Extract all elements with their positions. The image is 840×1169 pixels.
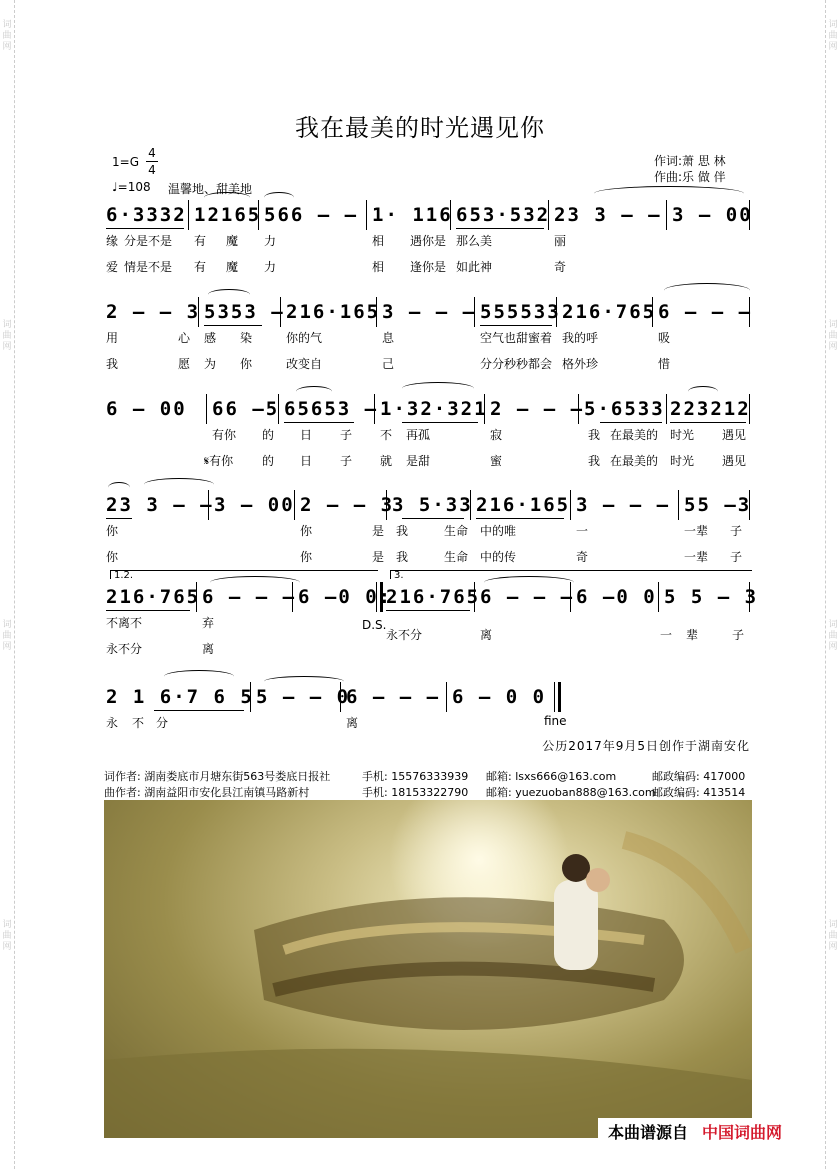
measure xyxy=(372,198,453,232)
notation-text: 5 – – 0 xyxy=(256,686,351,708)
measure xyxy=(204,295,285,329)
contact-field: 手机: 15576333939 xyxy=(362,770,469,783)
watermark-text: 词曲网 xyxy=(828,20,838,52)
notation-text: 1·32·321 xyxy=(380,398,488,420)
slur xyxy=(144,478,214,491)
contact-field: 词作者: 湖南娄底市月塘东街563号娄底日报社 xyxy=(104,770,331,783)
measure xyxy=(664,580,758,614)
slur xyxy=(484,576,574,589)
barline xyxy=(188,200,189,230)
measure xyxy=(106,392,187,426)
lyric-syllable: 你 xyxy=(106,550,119,564)
lyric-syllable: 时光 xyxy=(670,428,695,442)
barline xyxy=(278,394,279,424)
notation-text: 2 – – – xyxy=(490,398,585,420)
lyric-syllable: 魔 xyxy=(226,234,239,248)
barline xyxy=(658,582,659,612)
watermark-text: 词曲网 xyxy=(828,920,838,952)
lyric-syllable: 在最美的 xyxy=(610,454,659,468)
notation-line xyxy=(104,198,752,232)
lyric-syllable: 是甜 xyxy=(406,454,431,468)
notation-text: 653·532 xyxy=(456,204,551,226)
watermark-text: 词曲网 xyxy=(2,320,12,352)
song-title: 我在最美的时光遇见你 xyxy=(295,114,545,142)
barline xyxy=(749,394,750,424)
notation-text: 3 – 00 xyxy=(214,494,295,516)
notation-text: 2 1 6·7 6 5 xyxy=(106,686,254,708)
barline xyxy=(570,490,571,520)
composer-contact xyxy=(104,784,752,800)
lyric-syllable: 就 xyxy=(380,454,393,468)
measure xyxy=(584,392,665,426)
barline xyxy=(474,297,475,327)
measure xyxy=(658,295,752,329)
lyric-syllable: 𝄋有你 xyxy=(204,454,234,468)
lyric-syllable: 染 xyxy=(240,331,253,345)
contact-field: 曲作者: 湖南益阳市安化县江南镇马路新村 xyxy=(104,786,310,799)
lyric-syllable: 蜜 xyxy=(490,454,503,468)
lyric-syllable: 缘 xyxy=(106,234,119,248)
contact-field: 邮政编码: 413514 xyxy=(652,786,746,799)
measure xyxy=(298,580,392,614)
notation-text: 216·165 xyxy=(476,494,571,516)
lyric-syllable: 你 xyxy=(240,357,253,371)
lyric-syllable: 子 xyxy=(340,454,353,468)
measure xyxy=(284,392,378,426)
slur xyxy=(402,382,474,395)
lyric-syllable: 永不分 xyxy=(106,642,143,656)
lyric-syllable: 吸 xyxy=(658,331,671,345)
notation-text: 66 –5 xyxy=(212,398,280,420)
beam-underline xyxy=(456,228,544,229)
barline xyxy=(484,394,485,424)
barline xyxy=(196,582,197,612)
barline xyxy=(749,297,750,327)
beam-underline xyxy=(402,518,464,519)
photo-illustration xyxy=(104,800,752,1138)
beam-underline xyxy=(386,610,470,611)
contact-field: 邮箱: lsxs666@163.com xyxy=(486,770,617,783)
beam-underline xyxy=(480,325,552,326)
notation-text: 3 – – – xyxy=(382,301,477,323)
measure xyxy=(456,198,550,232)
lyric-syllable: 离 xyxy=(346,716,359,730)
measure xyxy=(562,295,656,329)
notation-text: 6 – 0 0 xyxy=(452,686,547,708)
tempo-marking: ♩=108 xyxy=(112,180,151,194)
barline xyxy=(666,394,667,424)
lyric-syllable: 遇见 xyxy=(722,454,747,468)
barline xyxy=(749,582,750,612)
notation-text: 1· 116 xyxy=(372,204,453,226)
lyric-syllable: D.S. xyxy=(362,618,387,632)
measure xyxy=(380,392,488,426)
barline xyxy=(470,490,471,520)
lyric-line-2 xyxy=(104,258,752,274)
watermark-text: 词曲网 xyxy=(2,20,12,52)
barline xyxy=(749,200,750,230)
beam-underline xyxy=(284,422,354,423)
measure xyxy=(106,295,200,329)
barline xyxy=(652,297,653,327)
lyric-syllable: 不 xyxy=(132,716,145,730)
notation-text: 216·165 xyxy=(286,301,381,323)
lyric-syllable: 改变自 xyxy=(286,357,323,371)
lyric-syllable: 日 xyxy=(300,454,313,468)
lyric-syllable: 力 xyxy=(264,234,277,248)
notation-text: 216·765 xyxy=(386,586,481,608)
measure xyxy=(554,198,662,232)
lyric-syllable: 再孤 xyxy=(406,428,431,442)
meter-bottom: 4 xyxy=(148,163,156,177)
slur xyxy=(264,676,344,687)
lyric-syllable: 惜 xyxy=(658,357,671,371)
lyric-syllable: 你 xyxy=(300,524,313,538)
lyric-syllable: 息 xyxy=(382,331,395,345)
notation-text: 6 – – – xyxy=(346,686,441,708)
lyric-line-1 xyxy=(104,614,752,642)
source-brand[interactable]: 中国词曲网 xyxy=(702,1122,783,1142)
barline xyxy=(556,297,557,327)
notation-text: 216·765 xyxy=(106,586,201,608)
lyric-syllable: 遇你是 xyxy=(410,234,447,248)
barline xyxy=(554,682,555,712)
measure xyxy=(684,488,751,522)
slur xyxy=(208,289,250,300)
beam-underline xyxy=(106,610,190,611)
lyric-syllable: 魔 xyxy=(226,260,239,274)
lyric-syllable: 一辈 xyxy=(684,524,709,538)
measure xyxy=(106,488,214,522)
measure xyxy=(382,295,476,329)
barline xyxy=(386,490,387,520)
lyric-syllable: 用 xyxy=(106,331,119,345)
beam-underline xyxy=(106,518,132,519)
lyric-syllable: 遇见 xyxy=(722,428,747,442)
notation-text: 6·3332 xyxy=(106,204,187,226)
measure xyxy=(286,295,380,329)
lyric-syllable: 一 xyxy=(576,524,589,538)
notation-text: 6 –0 0: xyxy=(298,586,393,608)
measure xyxy=(194,198,261,232)
measure xyxy=(106,580,200,614)
measure xyxy=(392,488,473,522)
beam-underline xyxy=(600,422,662,423)
notation-text: 566 – – xyxy=(264,204,359,226)
lyric-syllable: 感 xyxy=(204,331,217,345)
beam-underline xyxy=(106,228,184,229)
notation-line xyxy=(104,295,752,329)
barline xyxy=(749,490,750,520)
lyric-syllable: 我 xyxy=(396,524,409,538)
barline xyxy=(678,490,679,520)
time-signature xyxy=(146,146,158,177)
lyric-syllable: fine xyxy=(544,714,567,728)
lyric-syllable: 永 xyxy=(106,716,119,730)
barline xyxy=(376,297,377,327)
lyric-syllable: 爱 xyxy=(106,260,119,274)
notation-text: 23 3 – – xyxy=(554,204,662,226)
lyric-syllable: 奇 xyxy=(554,260,567,274)
lyricist-credit: 作词:萧 思 林 xyxy=(654,154,726,168)
lyric-syllable: 奇 xyxy=(576,550,589,564)
notation-text: 65653 – xyxy=(284,398,379,420)
composer-credit: 作曲:乐 做 伴 xyxy=(654,170,726,184)
lyric-syllable: 空气也甜蜜着 xyxy=(480,331,553,345)
notation-text: 2 – – 3 xyxy=(300,494,395,516)
notation-line xyxy=(104,580,759,614)
measure xyxy=(576,488,670,522)
notation-line xyxy=(104,680,752,714)
notation-text: 3 – – – xyxy=(576,494,671,516)
beam-underline xyxy=(670,422,746,423)
lyric-line-2 xyxy=(104,640,752,656)
contact-field: 邮政编码: 417000 xyxy=(652,770,746,783)
measure xyxy=(346,680,440,714)
lyric-syllable: 时光 xyxy=(670,454,695,468)
lyric-syllable: 子 xyxy=(340,428,353,442)
lyric-line-2 xyxy=(104,355,752,371)
source-attribution xyxy=(598,1118,822,1144)
meter-top: 4 xyxy=(148,146,156,160)
measure xyxy=(106,680,254,714)
lyric-syllable: 你 xyxy=(300,550,313,564)
lyric-syllable: 如此神 xyxy=(456,260,493,274)
beam-underline xyxy=(204,325,262,326)
lyric-syllable: 是 xyxy=(372,550,385,564)
lyric-syllable: 相 xyxy=(372,260,385,274)
lyric-syllable: 我 xyxy=(106,357,119,371)
notation-line xyxy=(104,488,752,522)
lyric-syllable: 中的唯 xyxy=(480,524,517,538)
lyric-syllable: 丽 xyxy=(554,234,567,248)
notation-text: 6 – 00 xyxy=(106,398,187,420)
lyric-syllable: 己 xyxy=(382,357,395,371)
lyric-syllable: 有你 xyxy=(212,428,237,442)
lyric-syllable: 愿 xyxy=(178,357,191,371)
slur xyxy=(204,192,250,203)
notation-text: 55 –3 xyxy=(684,494,752,516)
lyric-syllable: 分 xyxy=(156,716,169,730)
lyric-syllable: 是 xyxy=(372,524,385,538)
lyric-syllable: 格外珍 xyxy=(562,357,599,371)
notation-text: 12165 xyxy=(194,204,262,226)
barline xyxy=(208,490,209,520)
notation-line xyxy=(104,392,752,426)
notation-text: 216·765 xyxy=(562,301,657,323)
measure xyxy=(480,295,561,329)
notation-text: 3 5·33 xyxy=(392,494,473,516)
barline xyxy=(280,297,281,327)
measure xyxy=(476,488,570,522)
lyric-syllable: 一 xyxy=(660,628,673,642)
measure xyxy=(212,392,279,426)
slur xyxy=(210,576,300,589)
notation-text: 23 3 – – xyxy=(106,494,214,516)
barline xyxy=(258,200,259,230)
measure xyxy=(490,392,584,426)
measure xyxy=(386,580,480,614)
lyric-line-1 xyxy=(104,426,752,442)
barline xyxy=(548,200,549,230)
lyric-syllable: 日 xyxy=(300,428,313,442)
barline xyxy=(366,200,367,230)
barline xyxy=(198,297,199,327)
barline xyxy=(294,490,295,520)
lyric-syllable: 中的传 xyxy=(480,550,517,564)
lyric-syllable: 弃 xyxy=(202,616,215,630)
measure xyxy=(672,198,753,232)
contact-field: 手机: 18153322790 xyxy=(362,786,469,799)
notation-text: 6 – – – xyxy=(202,586,297,608)
lyric-line-1 xyxy=(104,522,752,538)
measure xyxy=(452,680,546,714)
right-margin-watermark xyxy=(825,0,840,1169)
lyric-syllable: 我 xyxy=(396,550,409,564)
barline xyxy=(450,200,451,230)
slur xyxy=(688,386,718,397)
lyric-syllable: 你的气 xyxy=(286,331,323,345)
slur xyxy=(296,386,332,397)
notation-text: 5353 – xyxy=(204,301,285,323)
lyric-syllable: 子 xyxy=(730,524,743,538)
notation-text: 3 – 00 xyxy=(672,204,753,226)
lyric-syllable: 不离不 xyxy=(106,616,143,630)
slur xyxy=(264,192,294,203)
notation-text: 5·6533 xyxy=(584,398,665,420)
lyric-syllable: 相 xyxy=(372,234,385,248)
lyric-syllable: 有 xyxy=(194,234,207,248)
lyric-line-1 xyxy=(104,232,752,248)
lyric-syllable: 生命 xyxy=(444,550,469,564)
lyric-syllable: 我 xyxy=(588,428,601,442)
beam-underline xyxy=(402,422,478,423)
barline xyxy=(446,682,447,712)
beam-underline xyxy=(476,518,564,519)
lyric-syllable: 分分秒秒都会 xyxy=(480,357,553,371)
lyric-syllable: 我 xyxy=(588,454,601,468)
lyric-syllable: 寂 xyxy=(490,428,503,442)
barline xyxy=(666,200,667,230)
lyric-syllable: 我的呼 xyxy=(562,331,599,345)
barline xyxy=(250,682,251,712)
slur xyxy=(164,670,234,683)
lyric-syllable: 分是不是 xyxy=(124,234,173,248)
lyric-syllable: 情是不是 xyxy=(124,260,173,274)
barline xyxy=(206,394,207,424)
notation-text: 555533 xyxy=(480,301,561,323)
lyric-syllable: 的 xyxy=(262,428,275,442)
beam-underline xyxy=(154,710,244,711)
contact-field: 邮箱: yuezuoban888@163.com xyxy=(486,786,656,799)
barline xyxy=(374,394,375,424)
slur xyxy=(664,283,750,298)
lyric-line-2 xyxy=(104,452,752,468)
decorative-couple-photo xyxy=(104,800,752,1138)
key-signature: 1=G xyxy=(112,155,139,169)
source-label: 本曲谱源自 xyxy=(608,1122,689,1142)
notation-text: 223212 xyxy=(670,398,751,420)
lyric-syllable: 永不分 xyxy=(386,628,423,642)
slur xyxy=(108,482,130,493)
lyric-syllable: 那么美 xyxy=(456,234,493,248)
creation-date: 公历2017年9月5日创作于湖南安化 xyxy=(542,739,750,753)
lyric-syllable: 为 xyxy=(204,357,217,371)
lyric-syllable: 的 xyxy=(262,454,275,468)
lyric-syllable: 生命 xyxy=(444,524,469,538)
lyric-syllable: 辈 xyxy=(686,628,699,642)
lyric-syllable: 有 xyxy=(194,260,207,274)
lyric-syllable: 子 xyxy=(730,550,743,564)
left-margin-watermark xyxy=(0,0,15,1169)
lyric-syllable: 心 xyxy=(178,331,191,345)
measure xyxy=(264,198,358,232)
volta-1-2: 1.2. xyxy=(110,570,378,579)
measure xyxy=(106,198,187,232)
notation-text: 6 – – – xyxy=(480,586,575,608)
lyric-syllable: 你 xyxy=(106,524,119,538)
slur xyxy=(594,186,744,201)
lyricist-contact xyxy=(104,768,752,784)
lyric-syllable: 不 xyxy=(380,428,393,442)
volta-3: 3. xyxy=(390,570,752,579)
lyric-syllable: 离 xyxy=(202,642,215,656)
lyric-syllable: 逢你是 xyxy=(410,260,447,274)
watermark-text: 词曲网 xyxy=(2,620,12,652)
barline xyxy=(376,582,377,612)
measure xyxy=(670,392,751,426)
lyric-line-1 xyxy=(104,329,752,345)
lyric-syllable: 力 xyxy=(264,260,277,274)
watermark-text: 词曲网 xyxy=(828,620,838,652)
lyric-line-1 xyxy=(104,714,752,730)
watermark-text: 词曲网 xyxy=(828,320,838,352)
notation-text: 2 – – 3 xyxy=(106,301,201,323)
barline xyxy=(578,394,579,424)
notation-text: 6 –0 0 xyxy=(576,586,657,608)
measure xyxy=(300,488,394,522)
notation-text: 5 5 – 3 xyxy=(664,586,759,608)
lyric-syllable: 离 xyxy=(480,628,493,642)
measure xyxy=(214,488,295,522)
notation-text: 6 – – – xyxy=(658,301,753,323)
lyric-syllable: 子 xyxy=(732,628,745,642)
expression-marking: 温馨地、甜美地 xyxy=(168,182,253,196)
barline xyxy=(474,582,475,612)
measure xyxy=(576,580,657,614)
lyric-syllable: 在最美的 xyxy=(610,428,659,442)
watermark-text: 词曲网 xyxy=(2,920,12,952)
lyric-line-2 xyxy=(104,548,752,564)
lyric-syllable: 一辈 xyxy=(684,550,709,564)
